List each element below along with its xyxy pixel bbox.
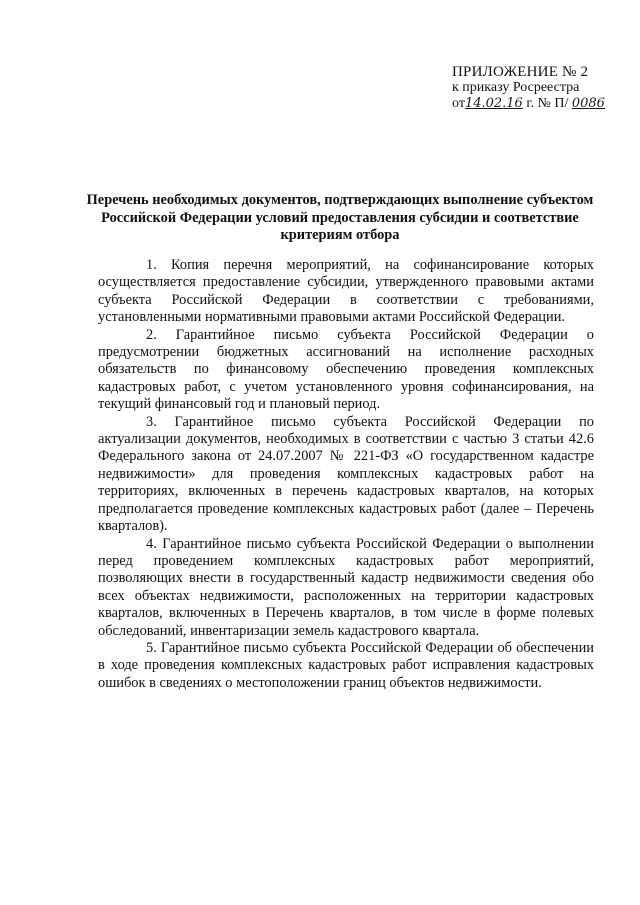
number-prefix: г. № П/	[522, 96, 572, 111]
appendix-date-number-line	[452, 96, 605, 112]
document-body	[98, 257, 594, 692]
list-item: 2. Гарантийное письмо субъекта Российской Федерации о предусмотрении бюджетных ассигнований на исполнение расходных обязательств по финансовому обеспечению проведения комплексных кадастровых работ, с учетом установленного уровня софинансирования, на текущий финансовый год и плановый период.	[98, 326, 594, 413]
list-item: 4. Гарантийное письмо субъекта Российской Федерации о выполнении перед проведением комплексных кадастровых работ мероприятий, позволяющих внести в государственный кадастр недвижимости сведения обо всех объектах недвижимости, расположенных на территории кадастровых кварталов, включенных в Перечень кварталов, в том числе в форме полевых обследований, инвентаризации земель кадастрового квартала.	[98, 535, 594, 639]
appendix-title: ПРИЛОЖЕНИЕ № 2	[452, 64, 589, 80]
list-item: 1. Копия перечня мероприятий, на софинансирование которых осуществляется предоставление субсидии, утвержденного правовыми актами субъекта Российской Федерации в соответствии с требованиями, установленными нормативными правовыми актами Российской Федерации.	[98, 257, 594, 326]
appendix-header	[452, 64, 605, 112]
appendix-order-line: к приказу Росреестра	[452, 80, 580, 95]
date-prefix: от	[452, 96, 465, 111]
handwritten-date: 14.02.16	[464, 96, 523, 111]
handwritten-number: 0086	[571, 96, 605, 111]
list-item: 3. Гарантийное письмо субъекта Российской Федерации по актуализации документов, необходимых в соответствии с частью 3 статьи 42.6 Федерального закона от 24.07.2007 № 221-ФЗ «О государственном кадастре недвижимости» для проведения комплексных кадастровых работ на территориях, включенных в перечень кадастровых кварталов, на которых предполагается проведение комплексных кадастровых работ (далее – Перечень кварталов).	[98, 413, 594, 535]
document-title: Перечень необходимых документов, подтверждающих выполнение субъектом Российской Федерации условий предоставления субсидии и соответствие критериям отбора	[86, 192, 594, 243]
list-item: 5. Гарантийное письмо субъекта Российской Федерации об обеспечении в ходе проведения комплексных кадастровых работ исправления кадастровых ошибок в сведениях о местоположении границ объектов недвижимости.	[98, 639, 594, 691]
